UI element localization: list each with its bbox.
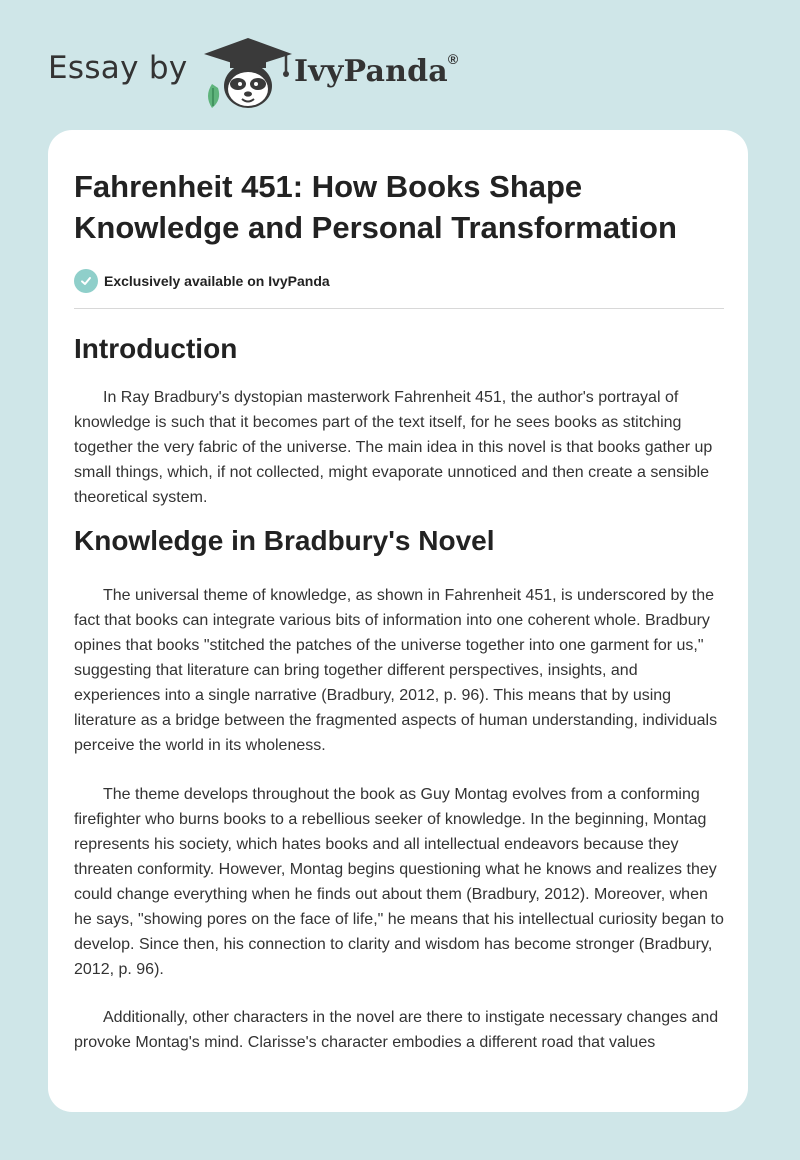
exclusive-label: Exclusively available on IvyPanda: [104, 273, 330, 289]
brand-name[interactable]: [294, 51, 459, 89]
paragraph: The universal theme of knowledge, as shown in Fahrenheit 451, is underscored by the fact that books can integrate various bits of information into one coherent whole. Bradbury opines that books "stitched the patches of the universe together into one garment for us," suggesting that literature can bring together different perspectives, insights, and experiences into a single narrative (Bradbury, 2012, p. 96). This means that by using literature as a bridge between the fragmented aspects of human understanding, individuals perceive the world in its wholeness.: [74, 587, 718, 754]
section-heading-introduction: Introduction: [74, 333, 238, 364]
site-header: [48, 28, 508, 112]
essay-content: [74, 166, 724, 1055]
paragraph: Additionally, other characters in the novel are there to instigate necessary changes and provoke Montag's mind. Clarisse's character embodies a different road that values: [74, 1009, 719, 1051]
check-circle-icon: [74, 269, 98, 293]
paragraph: The theme develops throughout the book as Guy Montag evolves from a conforming firefighter who burns books to a rebellious seeker of knowledge. In the beginning, Montag represents his society, which hates books and all intellectual endeavors because they threaten conformity. However, Montag begins questioning what he knows and realizes they could change everything when he finds out about them (Bradbury, 2012). Moreover, when he says, "showing pores on the face of life," he means that his intellectual curiosity began to develop. Since then, his connection to clarity and wisdom has become stronger (Bradbury, 2012, p. 96).: [74, 786, 724, 978]
brand-name-text: IvyPanda: [294, 54, 448, 89]
registered-mark: ®: [447, 51, 459, 67]
section-heading-knowledge: Knowledge in Bradbury's Novel: [74, 525, 495, 556]
essay-by-label: Essay by: [48, 50, 188, 86]
title-divider: [74, 308, 724, 309]
panda-graduate-logo-icon[interactable]: [200, 34, 296, 112]
exclusive-notice: [74, 268, 724, 294]
paragraph: In Ray Bradbury's dystopian masterwork Fahrenheit 451, the author's portrayal of knowledge is such that it becomes part of the text itself, for he sees books as stitching together the very fabric of the universe. The main idea in this novel is that books gather up small things, which, if not collected, might evaporate unnoticed and then create a sensible theoretical system.: [74, 389, 713, 506]
essay-title: Fahrenheit 451: How Books Shape Knowledge and Personal Transformation: [74, 169, 677, 245]
essay-card: [48, 130, 748, 1112]
